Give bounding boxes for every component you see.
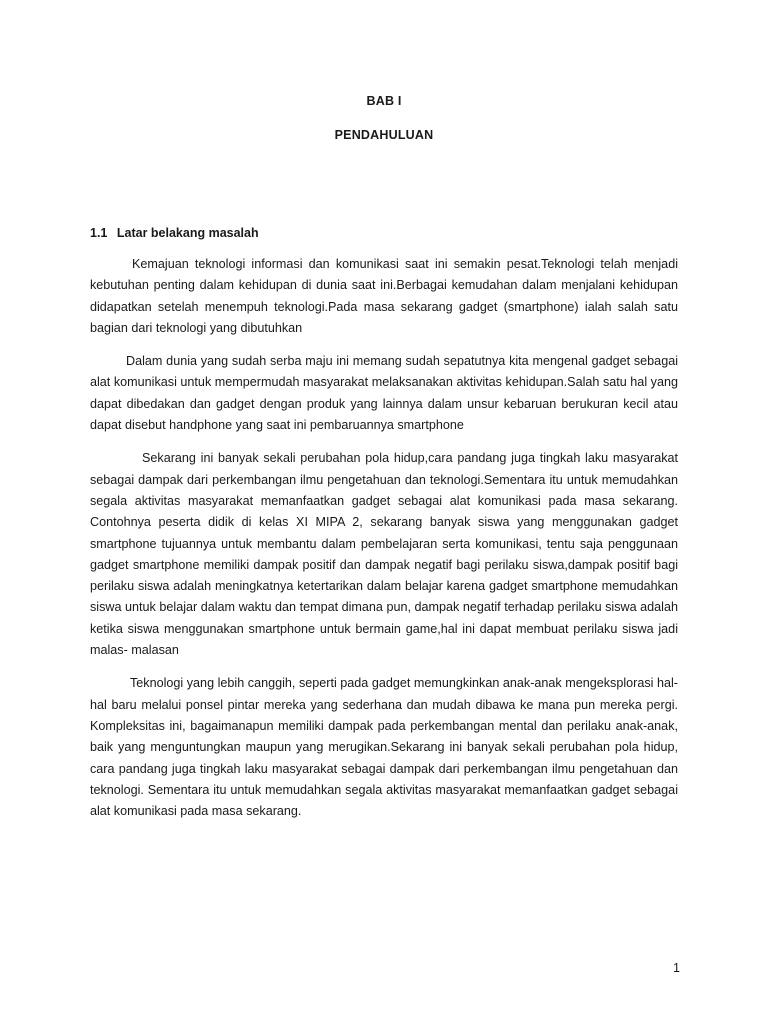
body-text: [90, 254, 678, 834]
section-number: 1.1: [90, 226, 108, 240]
paragraph-3: Sekarang ini banyak sekali perubahan pola hidup,cara pandang juga tingkah laku masyarakat sebagai dampak dari perkembangan ilmu pengetahuan dan teknologi.Sementara itu untuk memudahkan segala aktivitas masyarakat memanfaatkan gadget sebagai alat komunikasi pada masa sekarang. Contohnya peserta didik di kelas XI MIPA 2, sekarang banyak siswa yang menggunakan gadget smartphone tujuannya untuk membantu dalam pembelajaran serta komunikasi, tentu saja penggunaan gadget smartphone memiliki dampak positif dan dampak negatif bagi perilaku siswa,dampak positif bagi perilaku siswa adalah meningkatnya ketertarikan dalam belajar karena gadget smartphone memudahkan siswa untuk belajar dalam waktu dan tempat dimana pun, dampak negatif terhadap perilaku siswa adalah ketika siswa menggunakan smartphone untuk bermain game,hal ini dapat membuat perilaku siswa jadi malas- malasan: [90, 451, 678, 658]
paragraph-1: Kemajuan teknologi informasi dan komunikasi saat ini semakin pesat.Teknologi telah menjadi kebutuhan penting dalam kehidupan di dunia saat ini.Berbagai kemudahan dalam menjalani kehidupan didapatkan setelah menempuh teknologi.Pada masa sekarang gadget (smartphone) ialah salah satu bagian dari teknologi yang dibutuhkan: [90, 257, 678, 335]
chapter-title: PENDAHULUAN: [334, 128, 434, 142]
section-heading: [90, 226, 259, 240]
paragraph-4: Teknologi yang lebih canggih, seperti pada gadget memungkinkan anak-anak mengeksplorasi hal-hal baru melalui ponsel pintar mereka yang sederhana dan mudah dibawa ke mana pun mereka pergi. Kompleksitas ini, bagaimanapun memiliki dampak pada perkembangan mental dan perilaku anak-anak, baik yang menguntungkan maupun yang merugikan.Sekarang ini banyak sekali perubahan pola hidup, cara pandang juga tingkah laku masyarakat sebagai dampak dari perkembangan ilmu pengetahuan dan teknologi. Sementara itu untuk memudahkan segala aktivitas masyarakat memanfaatkan gadget sebagai alat komunikasi pada masa sekarang.: [90, 676, 678, 819]
chapter-number: BAB I: [366, 94, 402, 108]
section-title: Latar belakang masalah: [116, 226, 259, 240]
page-number: 1: [673, 961, 680, 975]
paragraph-2: Dalam dunia yang sudah serba maju ini memang sudah sepatutnya kita mengenal gadget sebagai alat komunikasi untuk mempermudah masyarakat melaksanakan aktivitas kehidupan.Salah satu hal yang dapat dibedakan dan gadget dengan produk yang lainnya dalam unsur kebaruan berukuran kecil atau dapat disebut handphone yang saat ini pembaruannya smartphone: [90, 354, 678, 433]
